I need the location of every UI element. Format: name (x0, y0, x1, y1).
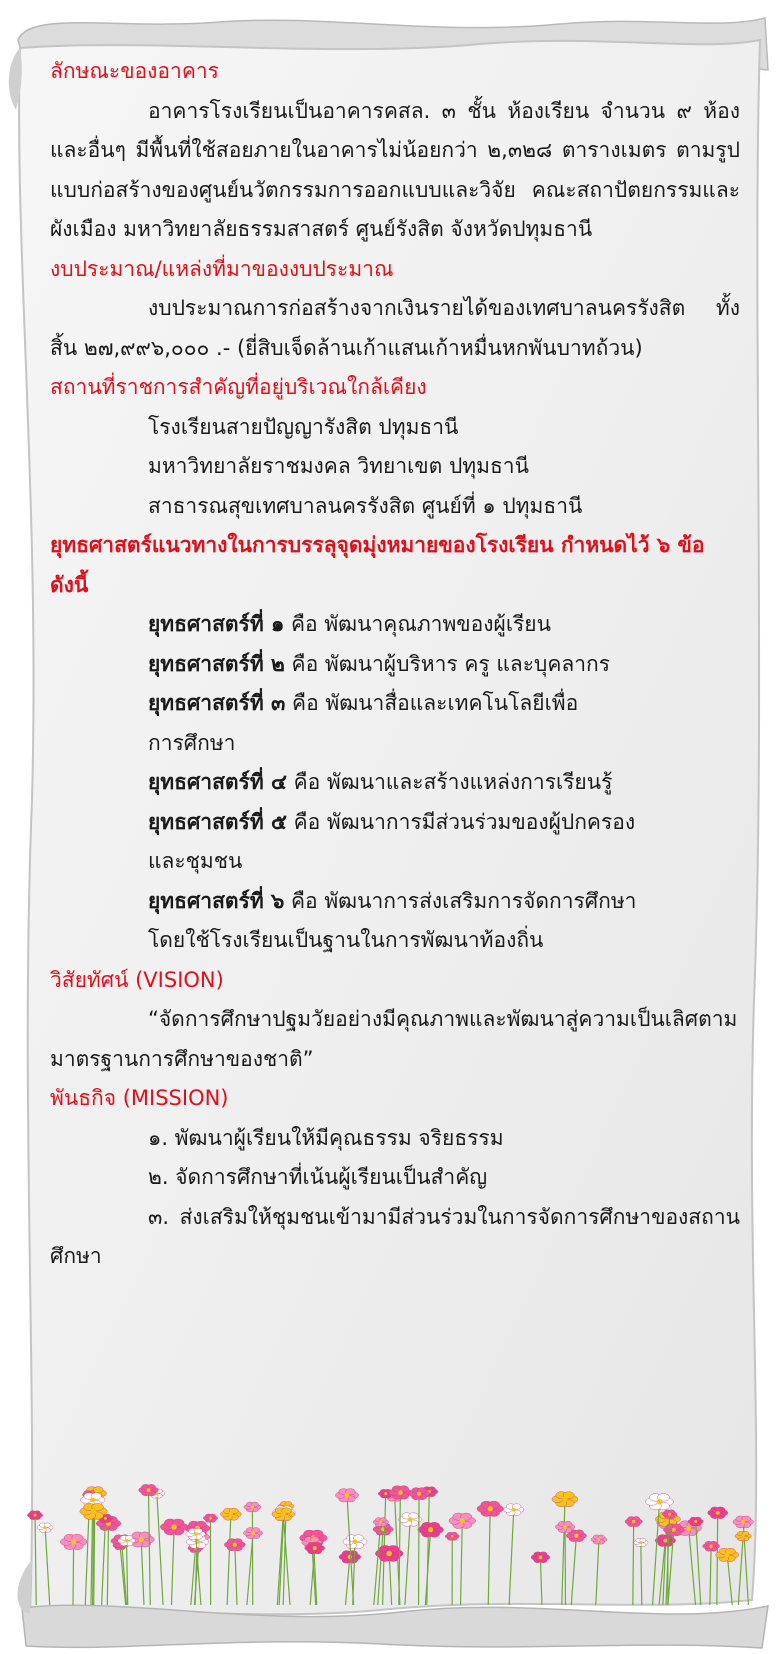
flower-icon (373, 1518, 388, 1527)
flower-icon (449, 1513, 476, 1528)
flower-icon (186, 1528, 205, 1539)
strategy-text: คือ พัฒนาการส่งเสริมการจัดการศึกษา (291, 888, 637, 913)
flower-icon (60, 1534, 87, 1549)
mission-item: ๒. จัดการศึกษาที่เน้นผู้เรียนเป็นสำคัญ (148, 1165, 488, 1189)
flower-icon (224, 1539, 245, 1551)
flower-icon (735, 1531, 751, 1541)
flower-icon (375, 1545, 403, 1561)
flower-icon (646, 1494, 674, 1510)
flower-icon (139, 1484, 159, 1495)
flower-icon (662, 1510, 677, 1519)
flower-icon (445, 1532, 459, 1540)
flower-icon (272, 1508, 295, 1521)
strategy-continuation: การศึกษา (148, 730, 236, 755)
strategy-item (50, 803, 740, 882)
flower-icon (634, 1538, 648, 1546)
strategy-item (50, 763, 740, 803)
flower-icon (243, 1528, 262, 1539)
flower-icon (591, 1535, 607, 1544)
flower-icon (27, 1511, 42, 1520)
nearby-item: โรงเรียนสายปัญญารังสิต ปทุมธานี (148, 414, 459, 439)
flower-icon (688, 1517, 703, 1526)
strategy-text: คือ พัฒนาคุณภาพของผู้เรียน (291, 612, 551, 636)
strategy-continuation: และชุมชน (148, 849, 243, 873)
flower-icon (203, 1514, 217, 1522)
flower-icon (733, 1516, 754, 1528)
flower-icon (555, 1521, 574, 1532)
heading-vision: วิสัยทัศน์ (VISION) (50, 967, 224, 992)
strategy-label: ยุทธศาสตร์ที่ ๔ (148, 770, 287, 794)
flower-icon (504, 1504, 524, 1516)
heading-mission: พันธกิจ (MISSION) (50, 1086, 229, 1110)
strategy-item (50, 605, 740, 645)
paragraph-building: อาคารโรงเรียนเป็นอาคารคสล. ๓ ชั้น ห้องเรียน จำนวน ๙ ห้อง และอื่นๆ มีพื้นที่ใช้สอยภายในอาคารไม่น้อยกว่า ๒,๓๒๘ ตารางเมตร ตามรูปแบบก่อสร้างของศูนย์นวัตกรรมการออกแบบและวิจัย คณะสถาปัตยกรรมและผังเมือง มหาวิทยาลัยธรรมสาสตร์ ศูนย์รังสิต จังหวัดปทุมธานี (50, 98, 740, 241)
strategy-continuation: โดยใช้โรงเรียนเป็นฐานในการพัฒนาท้องถิ่น (148, 928, 544, 952)
heading-budget: งบประมาณ/แหล่งที่มาของงบประมาณ (50, 256, 394, 281)
mission-item: ๓. ส่งเสริมให้ชุมชนเข้ามามีส่วนร่วมในการจัดการศึกษาของสถานศึกษา (50, 1204, 740, 1268)
nearby-item: สาธารณสุขเทศบาลนครรังสิต ศูนย์ที่ ๑ ปทุมธานี (148, 493, 583, 518)
flower-icon (305, 1542, 325, 1554)
strategy-item (50, 645, 740, 685)
flower-icon (220, 1508, 241, 1520)
strategy-text: คือ พัฒนาสื่อและเทคโนโลยีเพื่อ (292, 691, 579, 715)
strategy-item (50, 684, 740, 763)
flower-icon (418, 1522, 444, 1537)
flower-icon (531, 1552, 550, 1563)
strategy-label: ยุทธศาสตร์ที่ ๓ (148, 691, 286, 715)
flower-icon (118, 1535, 136, 1545)
strategy-label: ยุทธศาสตร์ที่ ๖ (148, 888, 285, 913)
nearby-item: มหาวิทยาลัยราชมงคล วิทยาเขต ปทุมธานี (148, 454, 529, 478)
flower-icon (625, 1517, 642, 1527)
strategy-label: ยุทธศาสตร์ที่ ๑ (148, 612, 285, 636)
strategy-label: ยุทธศาสตร์ที่ ๕ (148, 809, 287, 834)
heading-nearby: สถานที่ราชการสำคัญที่อยู่บริเวณใกล้เคียง (50, 375, 427, 399)
flower-icon (663, 1524, 684, 1536)
flower-icon (160, 1519, 187, 1535)
flower-icon (80, 1503, 107, 1519)
heading-strategy: ยุทธศาสตร์แนวทางในการบรรลุจุดมุ่งหมายของโรงเรียน กำหนดไว้ ๖ ข้อ ดังนี้ (50, 533, 705, 597)
strategy-label: ยุทธศาสตร์ที่ ๒ (148, 651, 285, 676)
flower-icon (477, 1501, 503, 1516)
flower-stem (419, 1494, 420, 1605)
flower-icon (244, 1502, 261, 1512)
flower-icon (37, 1523, 53, 1532)
paragraph-budget: งบประมาณการก่อสร้างจากเงินรายได้ของเทศบาลนครรังสิต ทั้งสิ้น ๒๗,๙๙๖,๐๐๐ .- (ยี่สิบเจ็ดล้านเก้าแสนเก้าหมื่นหกพันบาทถ้วน) (50, 296, 740, 360)
flower-icon (703, 1541, 720, 1551)
flower-icon (335, 1489, 358, 1502)
strategy-item (50, 882, 740, 961)
paragraph-vision: “จัดการศึกษาปฐมวัยอย่างมีคุณภาพและพัฒนาสู่ความเป็นเลิศตามมาตรฐานการศึกษาของชาติ” (50, 1007, 738, 1071)
flower-icon (716, 1548, 739, 1561)
flower-stem (633, 1522, 634, 1605)
flower-icon (343, 1535, 367, 1549)
mission-item: ๑. พัฒนาผู้เรียนให้มีคุณธรรม จริยธรรม (148, 1125, 504, 1150)
strategy-text: คือ พัฒนาและสร้างแหล่งการเรียนรู้ (293, 770, 613, 794)
flower-stem (73, 1542, 74, 1605)
flower-icon (409, 1488, 430, 1500)
strategy-text: คือ พัฒนาผู้บริหาร ครู และบุคลากร (291, 651, 611, 676)
heading-building: ลักษณะของอาคาร (50, 59, 219, 83)
strategy-text: คือ พัฒนาการมีส่วนร่วมของผู้ปกครอง (293, 809, 636, 834)
flower-icon (708, 1507, 728, 1519)
flower-icon (389, 1486, 412, 1499)
flower-icon (552, 1492, 578, 1507)
